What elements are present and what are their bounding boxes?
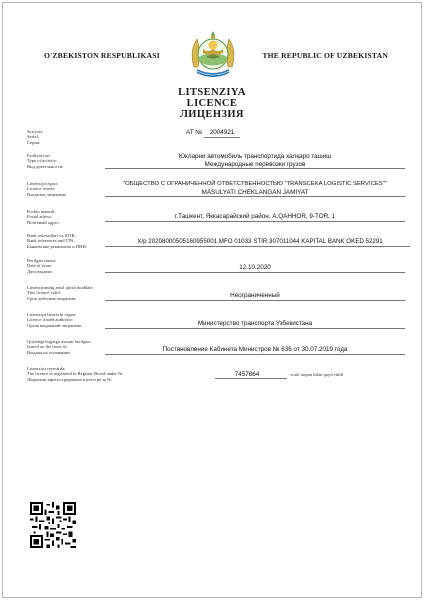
- bank-labels: Bank rekvizitlari va STIR: Bank references and TIN: Банковские реквизиты и ИНН:: [27, 233, 88, 249]
- authority-value: Министерство транспорта Узбекистана: [197, 320, 313, 327]
- basis-labels: Quyidagi hujjatga asosan berilgan: Issued on the basis of: Выдана на основании:: [27, 339, 91, 355]
- activity-value-ru: Международные перевозки грузов: [204, 161, 306, 168]
- header-right: THE REPUBLIC OF UZBEKISTAN: [262, 51, 388, 60]
- bank-value: Х/р 20208000505160955001 MFO 01033 STIR 307011044 KAPITAL BANK OKED 52291: [137, 238, 383, 245]
- validity-labels: Litsenziyaning amal qilish muddati: This licence valid: Срок действия лицензии:: [27, 285, 94, 301]
- registry-suffix: -sonli raqam bilan qayd etildi: [289, 372, 344, 377]
- serial-value: 2004921: [209, 129, 235, 136]
- registry-labels: Litsenziya reyestrda: The licence is registered in Register Board under №: Лицензия зарегистрирована в реестре за №: [27, 366, 124, 382]
- address-value: г.Ташкент, Яккасарайский район, A.QAHHOR, 9-TOR, 1: [174, 213, 336, 220]
- serial-labels: Seriyasi: Serial: Серия:: [27, 129, 44, 145]
- owner-value-ru: "ОБЩЕСТВО С ОГРАНИЧЕННОЙ ОТВЕТСТВЕННОСТЬЮ "TRANSCEKA LOGISTIC SERVICES"": [123, 181, 387, 187]
- title-uz: LITSENZIYA: [178, 87, 246, 98]
- activity-labels: Faoliyat turi: Type of activity: Вид деятельности:: [27, 153, 64, 169]
- activity-value-uz: Юкларни автомобиль транспортида халқаро ташиш: [178, 153, 332, 160]
- validity-value: Неограниченный: [230, 292, 280, 299]
- owner-value-uz: MASULYATI CHEKLANGAN JAMIYAT: [201, 189, 309, 196]
- authority-labels: Litsenziya beruvchi organ: Licence issued authority: Орган выдавший лицензию:: [27, 312, 83, 328]
- serial-prefix: AT №: [186, 129, 202, 136]
- title-ru: ЛИЦЕНЗИЯ: [180, 109, 244, 120]
- issue-date-value: 12.10.2020: [239, 264, 271, 271]
- issue-date-labels: Berilgan sanasi: Date of issue: Дата выдачи:: [27, 258, 57, 274]
- title-en: LICENCE: [186, 98, 238, 109]
- header-left: O'ZBEKISTON RESPUBLIKASI: [44, 51, 160, 60]
- owner-labels: Litsenziya egasi: Licence owner: Владелец лицензии:: [27, 181, 67, 197]
- address-labels: Pochta manzili: Postal adress: Почтовый адрес:: [27, 209, 61, 225]
- basis-value: Постановление Кабинета Министров № 636 от 30.07.2019 года: [162, 346, 348, 353]
- state-emblem-icon: [186, 27, 240, 81]
- qr-code-icon: [30, 502, 76, 548]
- registry-value: 7457864: [234, 371, 260, 378]
